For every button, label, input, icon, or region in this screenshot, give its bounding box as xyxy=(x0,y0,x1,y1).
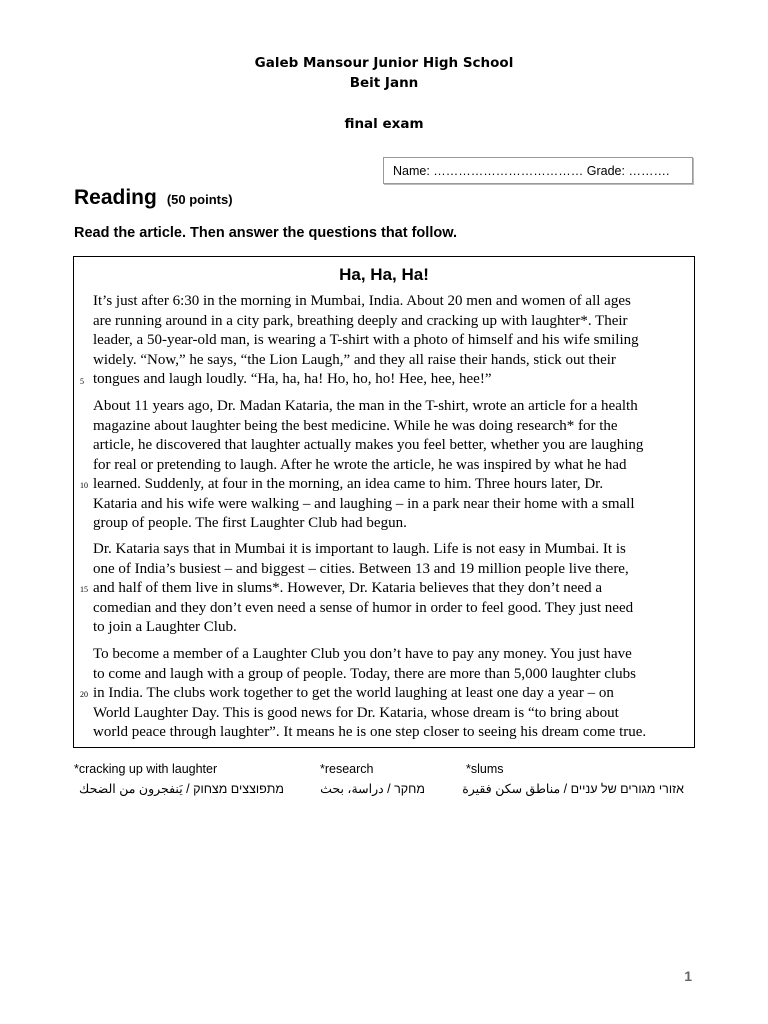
exam-title: final exam xyxy=(344,116,424,132)
line-number: 15 xyxy=(80,585,88,594)
line-number: 5 xyxy=(80,377,84,386)
school-name: Galeb Mansour Junior High School xyxy=(254,55,514,71)
glossary-term-laughter: *cracking up with laughter xyxy=(74,762,218,776)
line-number: 20 xyxy=(80,690,88,699)
article-line: World Laughter Day. This is good news for Dr. Kataria, whose dream is “to bring about xyxy=(93,704,619,721)
article-box xyxy=(73,256,695,748)
article-line: About 11 years ago, Dr. Madan Kataria, the man in the T-shirt, wrote an article for a health xyxy=(93,398,638,414)
article-line: in India. The clubs work together to get the world laughing at least one day a year – on xyxy=(93,685,614,701)
article-line: Kataria and his wife were walking – and laughing – in a park near their home with a small xyxy=(93,495,635,512)
article-line: to come and laugh with a group of people. Today, there are more than 5,000 laughter clubs xyxy=(93,665,636,682)
article-line: for real or pretending to laugh. After he wrote the article, he was inspired by what he had xyxy=(93,456,627,473)
glossary-translation-research: מחקר / دراسة، بحث xyxy=(320,782,425,796)
article-line: magazine about laughter being the best medicine. While he was doing research* for the xyxy=(93,417,618,434)
article-line: are running around in a city park, breathing deeply and cracking up with laughter*. Their xyxy=(93,312,628,329)
article-line: group of people. The first Laughter Club had begun. xyxy=(93,515,407,531)
article-line: widely. “Now,” he says, “the Lion Laugh,” and they all raise their hands, stick out their xyxy=(93,351,616,368)
article-line: To become a member of a Laughter Club you don’t have to pay any money. You just have xyxy=(93,646,632,662)
article-line: article, he discovered that laughter actually makes you feel better, whether you are laughing xyxy=(93,437,644,453)
article-line: Dr. Kataria says that in Mumbai it is important to laugh. Life is not easy in Mumbai. It is xyxy=(93,541,626,557)
article-line: and half of them live in slums*. However, Dr. Kataria believes that they don’t need a xyxy=(93,580,602,596)
article-line: comedian and they don’t even need a sense of humor in order to feel good. They just need xyxy=(93,599,634,616)
town-name: Beit Jann xyxy=(349,75,419,91)
article-line: one of India’s busiest – and biggest – cities. Between 13 and 19 million people live there, xyxy=(93,560,629,577)
name-grade-box: Name: ……………………………… Grade: ………. xyxy=(383,157,693,184)
article-line: world peace through laughter”. It means he is one step closer to seeing his dream come true. xyxy=(93,724,647,740)
glossary-translation-laughter: מתפוצצים מצחוק / يَنفجرون من الضحك xyxy=(79,782,284,796)
article-line: leader, a 50-year-old man, is wearing a T-shirt with a photo of himself and his wife smiling xyxy=(93,332,639,348)
section-heading xyxy=(74,186,233,210)
glossary-term-research: *research xyxy=(320,762,374,776)
glossary-translation-slums: אזורי מגורים של עניים / مناطق سكن فقيرة xyxy=(462,782,684,796)
instruction: Read the article. Then answer the questions that follow. xyxy=(74,225,457,241)
article-line: learned. Suddenly, at four in the morning, an idea came to him. Three hours later, Dr. xyxy=(93,476,604,492)
article-line: to join a Laughter Club. xyxy=(93,619,237,635)
article-line: tongues and laugh loudly. “Ha, ha, ha! Ho, ho, ho! Hee, hee, hee!” xyxy=(93,371,492,387)
line-number: 10 xyxy=(80,481,88,490)
article-line: It’s just after 6:30 in the morning in Mumbai, India. About 20 men and women of all ages xyxy=(93,293,631,309)
page-number: 1 xyxy=(684,968,692,984)
section-title: Reading xyxy=(74,186,157,209)
glossary-term-slums: *slums xyxy=(466,762,504,776)
section-points: (50 points) xyxy=(166,192,233,207)
article-title: Ha, Ha, Ha! xyxy=(339,265,429,284)
